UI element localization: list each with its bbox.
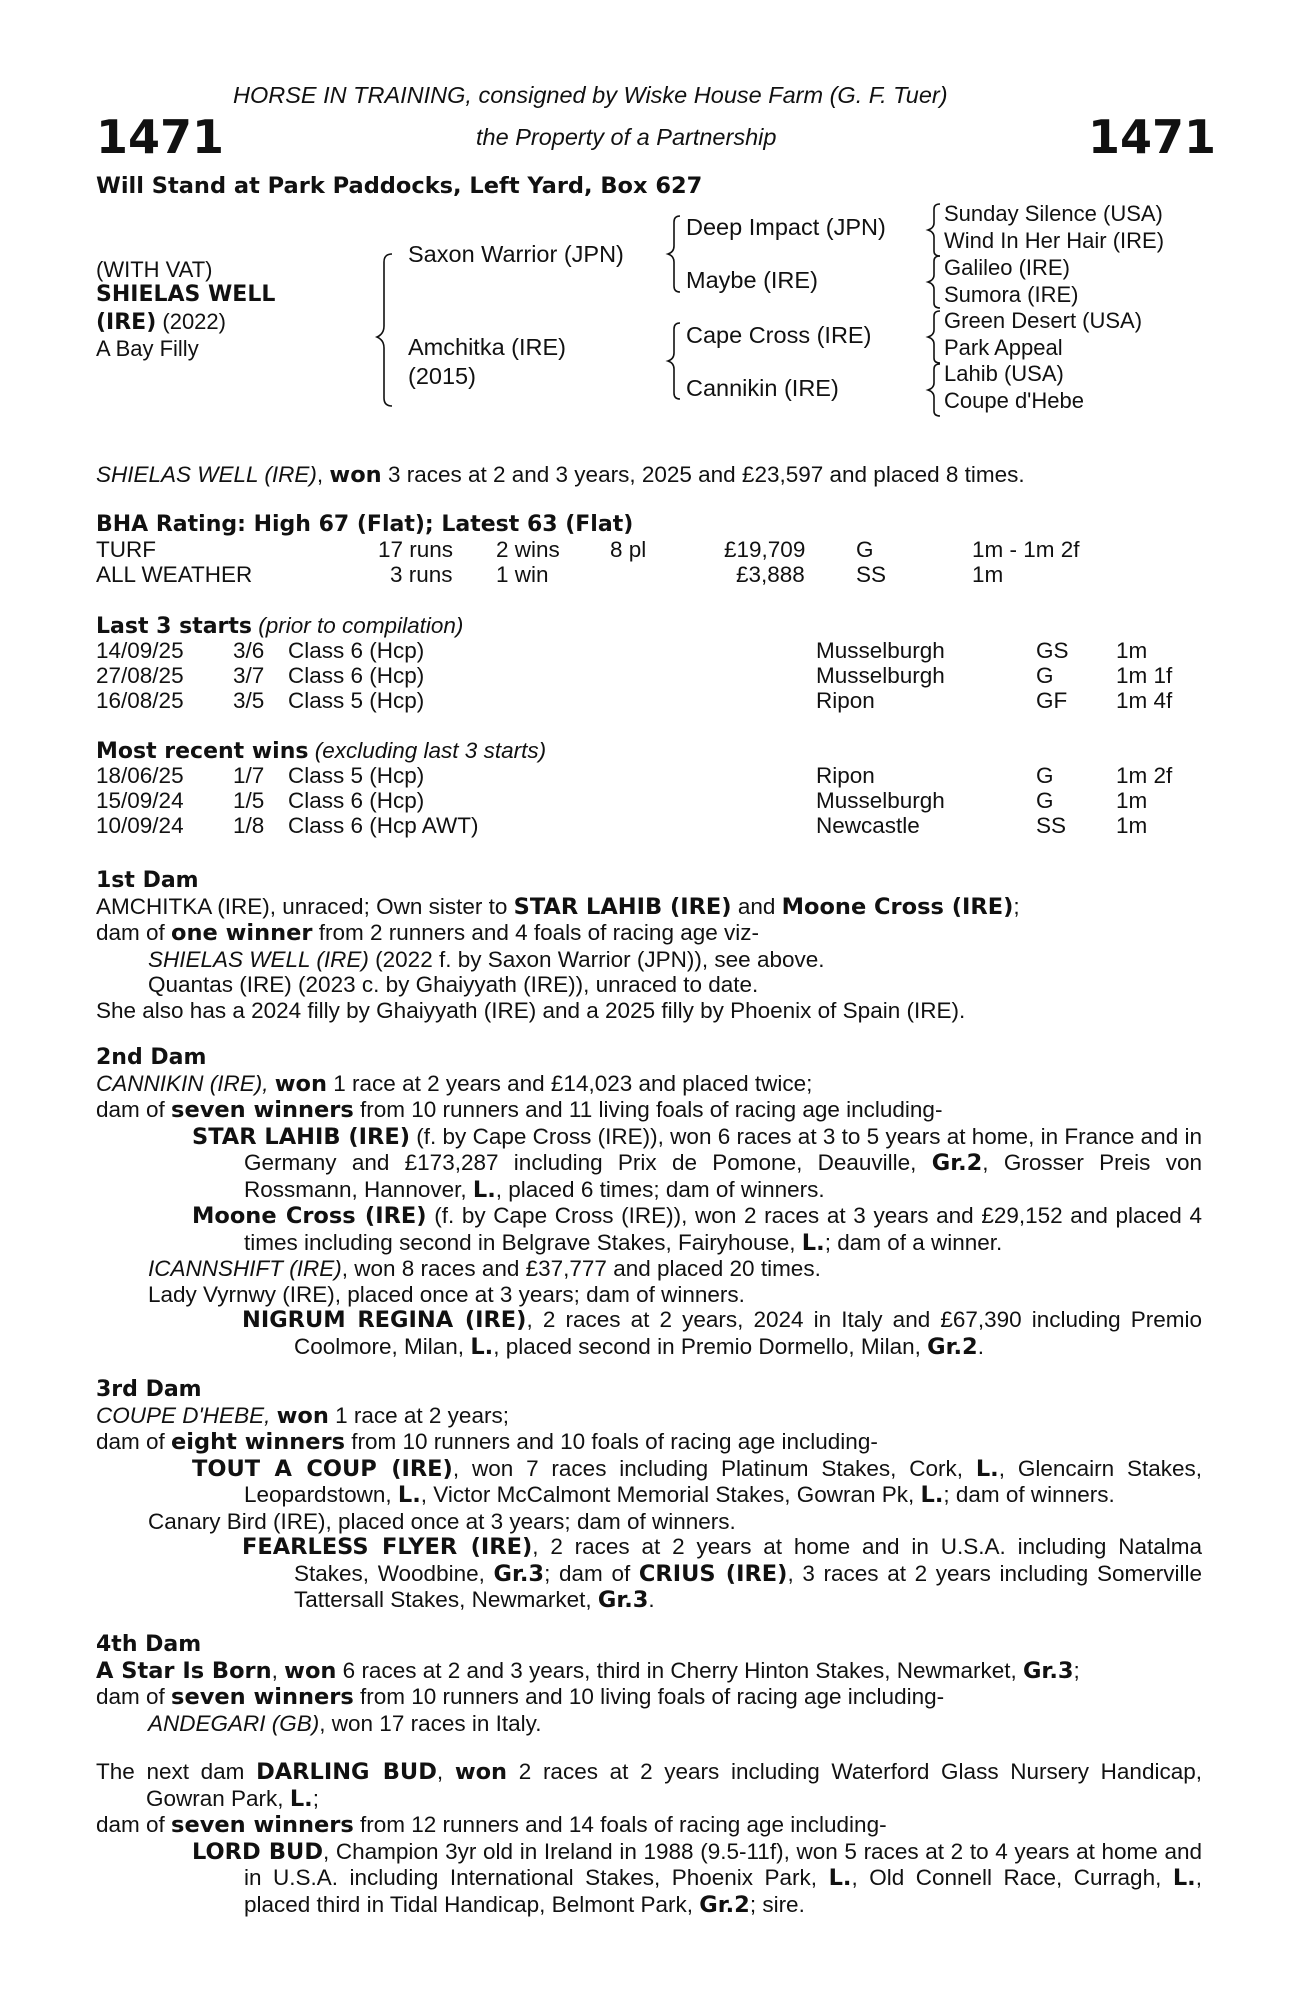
great-grandparent: Galileo (IRE) [944,255,1070,280]
race-summary: SHIELAS WELL (IRE), won 3 races at 2 and 3 years, 2025 and £23,597 and placed 8 times. [96,462,1025,488]
property-line: the Property of a Partnership [476,124,777,150]
lot-number-right: 1471 [1088,110,1217,164]
produce-entry: NIGRUM REGINA (IRE), 2 races at 2 years, 2024 in Italy and £67,390 including Premio Coolmore, Milan, L., placed second in Premio Dormello, Milan, Gr.2. [242,1307,1202,1360]
lot-number-left: 1471 [96,110,225,164]
win-row: 10/09/24 1/8 Class 6 (Hcp AWT) Newcastle SS 1m [96,813,1148,838]
start-row: 14/09/25 3/6 Class 6 (Hcp) Musselburgh GS 1m [96,638,1148,663]
sire-dam: Maybe (IRE) [686,267,818,293]
first-dam-section [96,868,1202,1023]
great-grandparent: Green Desert (USA) [944,308,1143,333]
dam-line: The next dam DARLING BUD, won 2 races at 2 years including Waterford Glass Nursery Handicap, Gowran Park, L.; [96,1759,1202,1812]
produce-line: dam of seven winners from 10 runners and 11 living foals of racing age including- [96,1097,943,1123]
dam: Amchitka (IRE) [408,334,566,360]
second-dam-section [96,1045,1202,1360]
produce-entry: LORD BUD, Champion 3yr old in Ireland in 1988 (9.5-11f), won 5 races at 2 to 4 years at home and in U.S.A. including International Stakes, Phoenix Park, L., Old Connell Race, Curragh, L., placed third in Tidal Handicap, Belmont Park, Gr.2; sire. [192,1838,1202,1918]
dam-line: COUPE D'HEBE, won 1 race at 2 years; [96,1402,509,1429]
win-row: 15/09/24 1/5 Class 6 (Hcp) Musselburgh G 1m [96,788,1148,813]
horse-origin-year: (IRE) (2022) [96,309,226,335]
great-grandparent: Sumora (IRE) [944,282,1079,307]
dam-dam: Cannikin (IRE) [686,375,839,401]
recent-wins-title: Most recent wins (excluding last 3 starts) [96,738,547,764]
produce-entry: Lady Vyrnwy (IRE), placed once at 3 years; dam of winners. [148,1281,745,1307]
produce-note: She also has a 2024 filly by Ghaiyyath (IRE) and a 2025 filly by Phoenix of Spain (IRE). [96,997,966,1023]
great-grandparent: Wind In Her Hair (IRE) [944,228,1165,253]
great-grandparent: Sunday Silence (USA) [944,201,1163,226]
dam-line: CANNIKIN (IRE), won 1 race at 2 years and £14,023 and placed twice; [96,1070,813,1097]
last-starts-title: Last 3 starts (prior to compilation) [96,613,464,639]
sire-sire: Deep Impact (JPN) [686,214,886,240]
catalogue-subtitle: HORSE IN TRAINING, consigned by Wiske House Farm (G. F. Tuer) [233,82,948,108]
produce-entry: Moone Cross (IRE) (f. by Cape Cross (IRE)), won 2 races at 3 years and £29,152 and placed 4 times including second in Belgrave Stakes, Fairyhouse, L.; dam of a winner. [192,1203,1202,1256]
horse-description: A Bay Filly [96,336,199,361]
great-grandparent: Park Appeal [944,335,1063,360]
dam-line: AMCHITKA (IRE), unraced; Own sister to STAR LAHIB (IRE) and Moone Cross (IRE); [96,893,1020,920]
fourth-dam-section [96,1632,1202,1736]
produce-line: dam of eight winners from 10 runners and 10 foals of racing age including- [96,1429,878,1455]
great-grandparent: Coupe d'Hebe [944,388,1084,413]
section-title: 3rd Dam [96,1377,202,1402]
sire: Saxon Warrior (JPN) [408,241,624,267]
produce-entry: Canary Bird (IRE), placed once at 3 years; dam of winners. [148,1508,736,1534]
dam-sire: Cape Cross (IRE) [686,322,872,348]
bha-rating-title: BHA Rating: High 67 (Flat); Latest 63 (Flat) [96,512,634,537]
horse-name: SHIELAS WELL [96,282,276,307]
third-dam-section [96,1377,1202,1614]
vat-note: (WITH VAT) [96,257,213,282]
great-grandparent: Lahib (USA) [944,361,1064,386]
start-row: 16/08/25 3/5 Class 5 (Hcp) Ripon GF 1m 4f [96,688,1173,713]
start-row: 27/08/25 3/7 Class 6 (Hcp) Musselburgh G 1m 1f [96,663,1173,688]
win-row: 18/06/25 1/7 Class 5 (Hcp) Ripon G 1m 2f [96,763,1173,788]
produce-line: dam of one winner from 2 runners and 4 foals of racing age viz- [96,920,759,946]
produce-entry: FEARLESS FLYER (IRE), 2 races at 2 years at home and in U.S.A. including Natalma Stakes, Woodbine, Gr.3; dam of CRIUS (IRE), 3 races at 2 years including Somerville Tattersall Stakes, Newmarket, Gr.3. [242,1534,1202,1613]
produce-line: dam of seven winners from 12 runners and 14 foals of racing age including- [96,1812,887,1838]
produce-entry: ICANNSHIFT (IRE), won 8 races and £37,777 and placed 20 times. [148,1256,821,1281]
next-dam-section [96,1759,1202,1918]
dam-year: (2015) [408,363,476,389]
produce-entry: Quantas (IRE) (2023 c. by Ghaiyyath (IRE)), unraced to date. [148,972,759,997]
produce-entry: TOUT A COUP (IRE), won 7 races including Platinum Stakes, Cork, L., Glencairn Stakes, Leopardstown, L., Victor McCalmont Memorial Stakes, Gowran Pk, L.; dam of winners. [192,1455,1202,1508]
produce-entry: SHIELAS WELL (IRE) (2022 f. by Saxon Warrior (JPN)), see above. [148,946,825,972]
dam-line: A Star Is Born, won 6 races at 2 and 3 years, third in Cherry Hinton Stakes, Newmarket, Gr.3; [96,1657,1080,1684]
rating-row-turf: TURF 17 runs 2 wins 8 pl £19,709 G 1m - 1m 2f [96,537,1080,562]
stabling-location: Will Stand at Park Paddocks, Left Yard, Box 627 [96,173,703,199]
section-title: 2nd Dam [96,1045,207,1070]
section-title: 4th Dam [96,1632,202,1657]
produce-entry: STAR LAHIB (IRE) (f. by Cape Cross (IRE)), won 6 races at 3 to 5 years at home, in France and in Germany and £173,287 including Prix de Pomone, Deauville, Gr.2, Grosser Preis von Rossmann, Hannover, L., placed 6 times; dam of winners. [192,1123,1202,1203]
produce-line: dam of seven winners from 10 runners and 10 living foals of racing age including- [96,1684,945,1710]
rating-row-all-weather: ALL WEATHER 3 runs 1 win £3,888 SS 1m [96,562,1004,587]
section-title: 1st Dam [96,868,199,893]
produce-entry: ANDEGARI (GB), won 17 races in Italy. [148,1710,542,1736]
